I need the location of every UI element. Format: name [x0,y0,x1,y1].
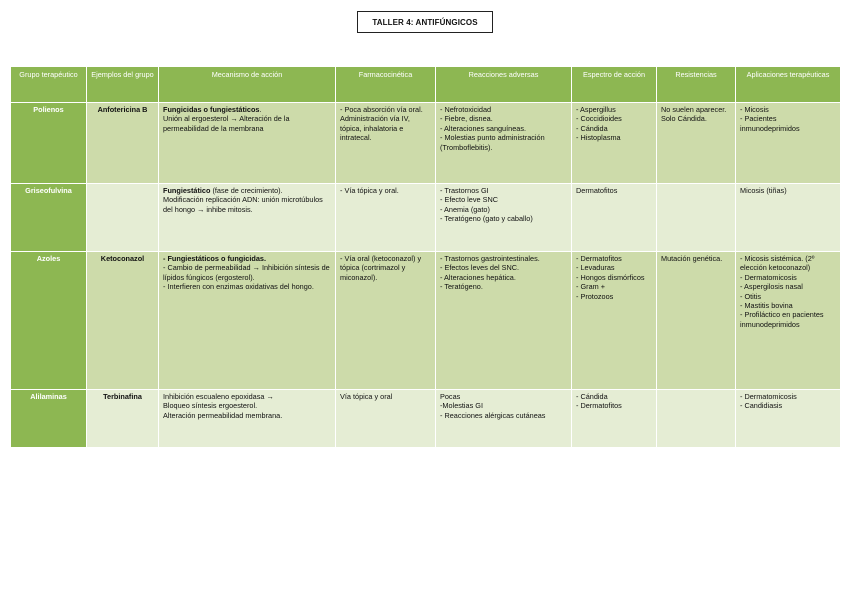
cell-example: Terbinafina [87,390,159,448]
header-ejemplos: Ejemplos del grupo [87,67,159,103]
cell-example: Ketoconazol [87,252,159,390]
cell-adverse-line: - Alteraciones hepática. [440,272,516,282]
cell-applications-line: Micosis (tiñas) [740,186,787,195]
cell-spectrum [572,184,657,252]
cell-applications [736,184,841,252]
cell-spectrum [572,390,657,448]
mechanism-line: Alteración permeabilidad membrana. [163,410,283,420]
header-grupo: Grupo terapéutico [11,67,87,103]
table-row [11,390,841,448]
cell-spectrum-line: - Dermatofitos [576,401,622,411]
header-aplicaciones: Aplicaciones terapéuticas [736,67,841,103]
cell-spectrum-line: - Coccidioides [576,114,622,124]
cell-spectrum-line: - Gram + [576,282,605,292]
cell-applications [736,103,841,184]
cell-resistance [657,390,736,448]
cell-adverse-line: - Molestias punto administración (Tromboflebitis). [440,133,545,152]
mechanism-line: Modificación replicación ADN: unión microtúbulos del hongo → inhibe mitosis. [163,195,323,214]
cell-applications-line: - Dermatomicosis [740,272,797,282]
cell-resistance-line: Solo Cándida. [661,114,707,124]
cell-adverse-line: -Molestias GI [440,401,483,411]
cell-pharmaco [336,252,436,390]
antifungal-table [10,66,841,448]
mechanism-line: Unión al ergoesterol → Alteración de la permeabilidad de la membrana [163,114,290,133]
cell-pharmaco [336,184,436,252]
cell-adverse [436,390,572,448]
cell-pharmaco-line: - Vía tópica y oral. [340,186,399,195]
mechanism-line: Bloqueo síntesis ergoesterol. [163,401,258,411]
cell-spectrum-line: - Aspergillus [576,105,616,114]
cell-applications-line: - Pacientes inmunodeprimidos [740,114,800,133]
cell-mechanism [159,184,336,252]
cell-adverse [436,252,572,390]
cell-spectrum-line: - Protozoos [576,291,614,301]
cell-mechanism [159,390,336,448]
mechanism-line: Inhibición escualeno epoxidasa → [163,392,274,401]
cell-applications-line: - Micosis [740,105,769,114]
cell-mechanism [159,252,336,390]
table-row [11,252,841,390]
mechanism-line: - Cambio de permeabilidad → Inhibición síntesis de lípidos fúngicos (ergosterol). [163,263,330,282]
header-reacciones: Reacciones adversas [436,67,572,103]
cell-mechanism [159,103,336,184]
cell-applications-line: - Mastitis bovina [740,301,793,311]
cell-applications-line: - Aspergilosis nasal [740,282,803,292]
mechanism-bold: Fungicidas o fungiestáticos [163,105,260,114]
cell-group: Azoles [11,252,87,390]
mechanism-line: - Interfieren con enzimas oxidativas del hongo. [163,282,314,292]
cell-spectrum-line: - Levaduras [576,263,615,273]
cell-spectrum-line: Dermatofitos [576,186,618,195]
cell-adverse-line: - Trastornos gastrointestinales. [440,254,540,263]
cell-adverse-line: - Trastornos GI [440,186,489,195]
cell-spectrum [572,103,657,184]
table-row [11,103,841,184]
cell-resistance-line: Mutación genética. [661,254,723,263]
cell-adverse-line: - Alteraciones sanguíneas. [440,123,526,133]
header-mecanismo: Mecanismo de acción [159,67,336,103]
mechanism-bold: - Fungiestáticos o fungicidas. [163,254,266,263]
cell-adverse-line: - Efecto leve SNC [440,195,498,205]
cell-applications-line: - Candidiasis [740,401,783,411]
header-farmacocinetica: Farmacocinética [336,67,436,103]
cell-spectrum-line: - Histoplasma [576,133,621,143]
mechanism-heading [163,254,331,263]
cell-adverse-line: - Reacciones alérgicas cutáneas [440,410,546,420]
cell-resistance [657,184,736,252]
cell-adverse-line: Pocas [440,392,461,401]
mechanism-after: (fase de crecimiento). [210,186,283,195]
mechanism-after: . [259,105,262,114]
cell-pharmaco [336,103,436,184]
header-row [11,67,841,103]
header-espectro: Espectro de acción [572,67,657,103]
cell-adverse [436,103,572,184]
cell-adverse-line: - Teratógeno (gato y caballo) [440,214,533,224]
cell-applications-line: - Micosis sistémica. (2º elección ketoconazol) [740,254,815,273]
cell-resistance-line: No suelen aparecer. [661,105,727,114]
cell-pharmaco-line: - Poca absorción vía oral. [340,105,423,114]
cell-adverse-line: - Anemia (gato) [440,204,490,214]
cell-spectrum [572,252,657,390]
cell-group: Polienos [11,103,87,184]
cell-group: Griseofulvina [11,184,87,252]
cell-example: Anfotericina B [87,103,159,184]
cell-pharmaco-line: Administración vía IV, tópica, inhalatoria e intratecal. [340,114,410,143]
table-row [11,184,841,252]
cell-resistance [657,252,736,390]
cell-group: Alilaminas [11,390,87,448]
cell-spectrum-line: - Cándida [576,392,608,401]
cell-resistance [657,103,736,184]
mechanism-heading [163,186,331,195]
page-title: TALLER 4: ANTIFÚNGICOS [357,11,493,33]
cell-example [87,184,159,252]
cell-pharmaco-line: Vía tópica y oral [340,392,393,401]
cell-applications-line: - Profiláctico en pacientes inmunodeprimidos [740,310,824,329]
cell-applications-line: - Otitis [740,291,762,301]
mechanism-bold: Fungiestático [163,186,211,195]
header-resistencias: Resistencias [657,67,736,103]
cell-adverse-line: - Efectos leves del SNC. [440,263,520,273]
cell-adverse-line: - Nefrotoxicidad [440,105,492,114]
cell-spectrum-line: - Dermatofitos [576,254,622,263]
cell-spectrum-line: - Hongos dismórficos [576,272,645,282]
cell-applications-line: - Dermatomicosis [740,392,797,401]
cell-adverse-line: - Teratógeno. [440,282,483,292]
cell-pharmaco [336,390,436,448]
cell-applications [736,252,841,390]
cell-adverse [436,184,572,252]
cell-applications [736,390,841,448]
mechanism-heading [163,105,331,114]
cell-adverse-line: - Fiebre, disnea. [440,114,493,124]
cell-spectrum-line: - Cándida [576,123,608,133]
cell-pharmaco-line: - Vía oral (ketoconazol) y tópica (cortrimazol y miconazol). [340,254,422,282]
